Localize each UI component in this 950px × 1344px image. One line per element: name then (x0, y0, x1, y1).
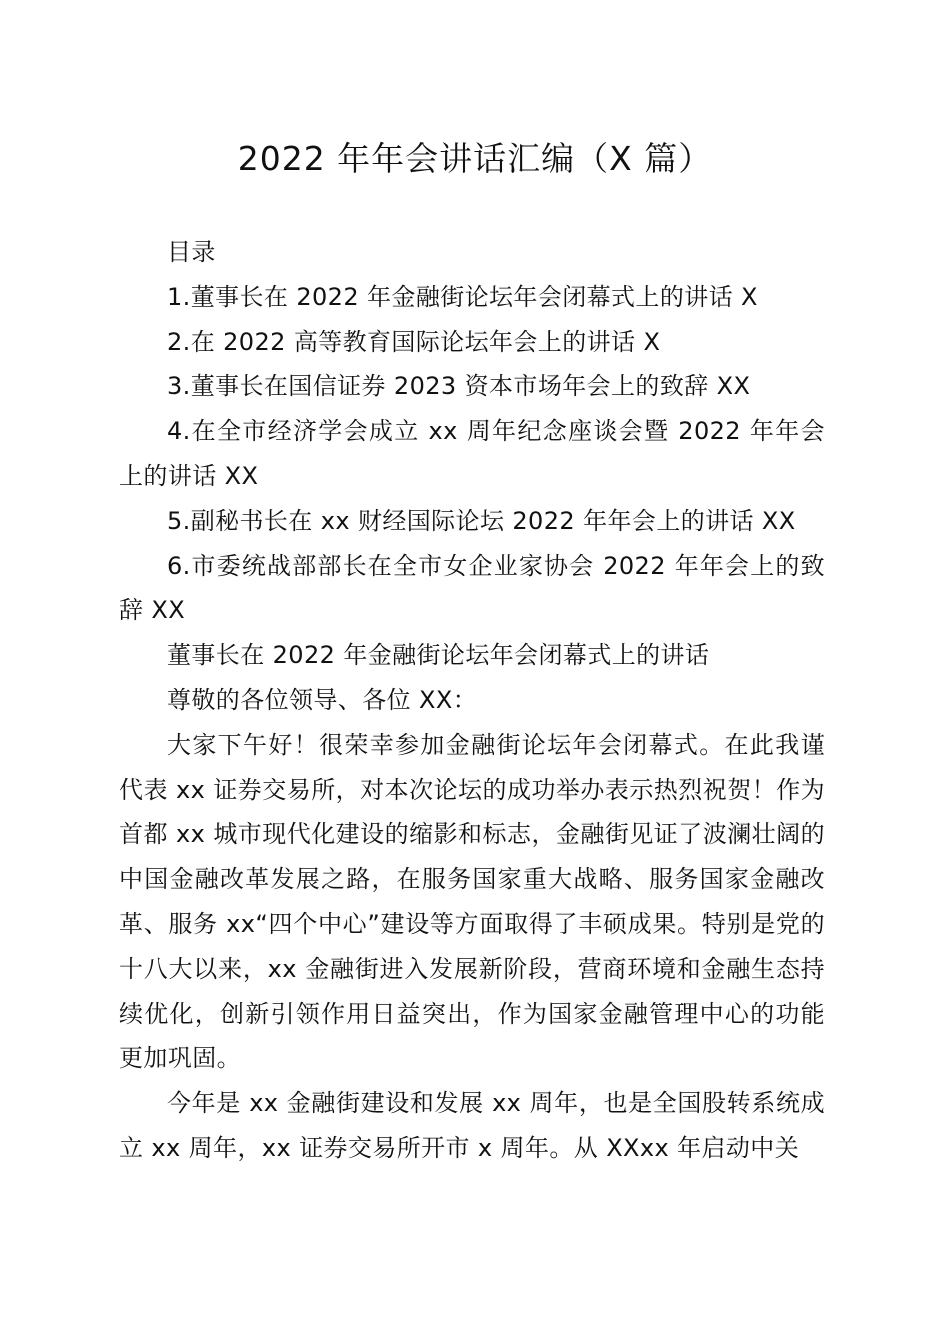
toc-item-6: 6.市委统战部部长在全市女企业家协会 2022 年年会上的致辞 XX (119, 551, 825, 625)
toc-item-2: 2.在 2022 高等教育国际论坛年会上的讲话 X (167, 327, 661, 356)
body-paragraph-2: 今年是 xx 金融街建设和发展 xx 周年，也是全国股转系统成立 xx 周年，xx 证券交易所开市 x 周年。从 XXxx 年启动中关 (119, 1089, 825, 1162)
speech-title: 董事长在 2022 年金融街论坛年会闭幕式上的讲话 (167, 641, 710, 670)
toc-item-3: 3.董事长在国信证券 2023 资本市场年会上的致辞 XX (167, 372, 751, 401)
toc-item-4: 4.在全市经济学会成立 xx 周年纪念座谈会暨 2022 年年会上的讲话 XX (119, 417, 825, 490)
toc-heading: 目录 (167, 238, 216, 266)
document-title: 2022 年年会讲话汇编（X 篇） (237, 139, 713, 178)
toc-item-1: 1.董事长在 2022 年金融街论坛年会闭幕式上的讲话 X (167, 282, 758, 311)
salutation: 尊敬的各位领导、各位 XX： (167, 685, 478, 714)
document-body (119, 230, 825, 1171)
body-paragraph-1: 大家下午好！很荣幸参加金融街论坛年会闭幕式。在此我谨代表 xx 证券交易所，对本次论坛的成功举办表示热烈祝贺！作为首都 xx 城市现代化建设的缩影和标志，金融街见证了波澜壮阔的中国金融改革发展之路，在服务国家重大战略、服务国家金融改革、服务 xx“四个中心”建设等方面取得了丰硕成果。特别是党的十八大以来，xx 金融街进入发展新阶段，营商环境和金融生态持续优化，创新引领作用日益突出，作为国家金融管理中心的功能更加巩固。 (119, 730, 825, 1073)
toc-item-5: 5.副秘书长在 xx 财经国际论坛 2022 年年会上的讲话 XX (167, 506, 796, 535)
